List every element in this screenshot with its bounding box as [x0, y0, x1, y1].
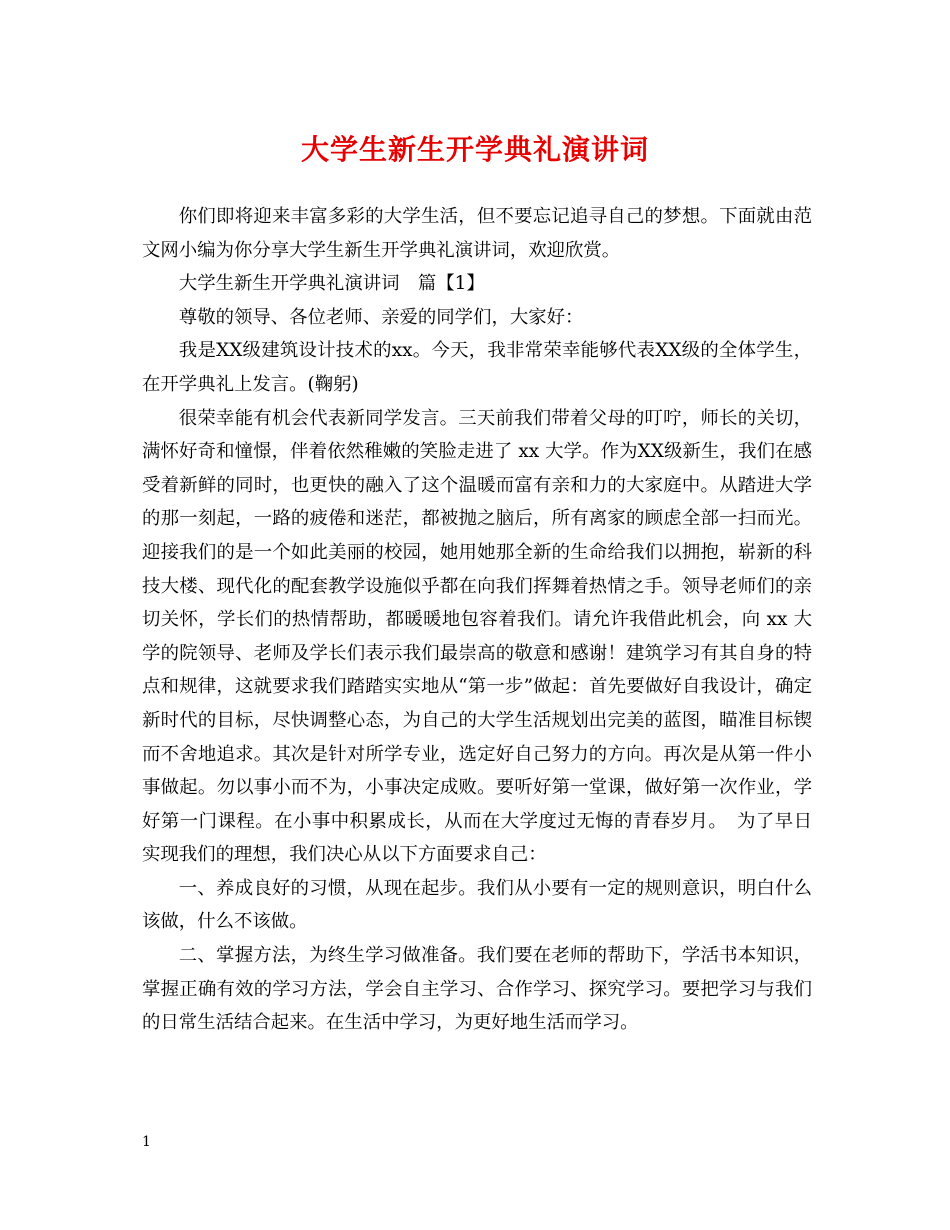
paragraph-greeting: 尊敬的领导、各位老师、亲爱的同学们，大家好： [178, 306, 584, 328]
page-number: 1 [142, 1134, 151, 1150]
document-title: 大学生新生开学典礼演讲词 [300, 133, 649, 166]
paragraph-main-speech: 很荣幸能有机会代表新同学发言。三天前我们带着父母的叮咛，师长的关切，满怀好奇和憧憬，伴着依然稚嫩的笑脸走进了 xx 大学。作为XX级新生，我们在感受着新鲜的同时，也更快的融入了这个温暖而富有亲和力的大家庭中。从踏进大学的那一刻起，一路的疲倦和迷茫，都被抛之脑后，所有离家的顾虑全部一扫而光。迎接我们的是一个如此美丽的校园，她用她那全新的生命给我们以拥抱，崭新的科技大楼、现代化的配套教学设施似乎都在向我们挥舞着热情之手。领导老师们的亲切关怀，学长们的热情帮助，都暖暖地包容着我们。请允许我借此机会，向 xx 大学的院领导、老师及学长们表示我们最崇高的敬意和感谢！建筑学习有其自身的特点和规律，这就要求我们踏踏实实地从“第一步”做起：首先要做好自我设计，确定新时代的目标，尽快调整心态，为自己的大学生活规划出完美的蓝图，瞄准目标锲而不舍地追求。其次是针对所学专业，选定好自己努力的方向。再次是从第一件小事做起。勿以事小而不为，小事决定成败。要听好第一堂课，做好第一次作业，学好第一门课程。在小事中积累成长，从而在大学度过无悔的青春岁月。 为了早日实现我们的理想，我们决心从以下方面要求自己： [142, 407, 812, 866]
paragraph-intro: 你们即将迎来丰富多彩的大学生活，但不要忘记追寻自己的梦想。下面就由范文网小编为你分享大学生新生开学典礼演讲词，欢迎欣赏。 [142, 206, 812, 261]
paragraph-point-one: 一、养成良好的习惯，从现在起步。我们从小要有一定的规则意识，明白什么该做，什么不该做。 [142, 877, 812, 933]
paragraph-self-introduction: 我是XX级建筑设计技术的xx。今天，我非常荣幸能够代表XX级的全体学生，在开学典礼上发言。(鞠躬) [142, 340, 812, 395]
paragraph-section-heading: 大学生新生开学典礼演讲词 篇【1】 [178, 273, 485, 295]
paragraph-point-two: 二、掌握方法，为终生学习做准备。我们要在老师的帮助下，学活书本知识，掌握正确有效的学习方法，学会自主学习、合作学习、探究学习。要把学习与我们的日常生活结合起来。在生活中学习，为更好地生活而学习。 [142, 945, 812, 1034]
document-body [142, 200, 812, 1040]
